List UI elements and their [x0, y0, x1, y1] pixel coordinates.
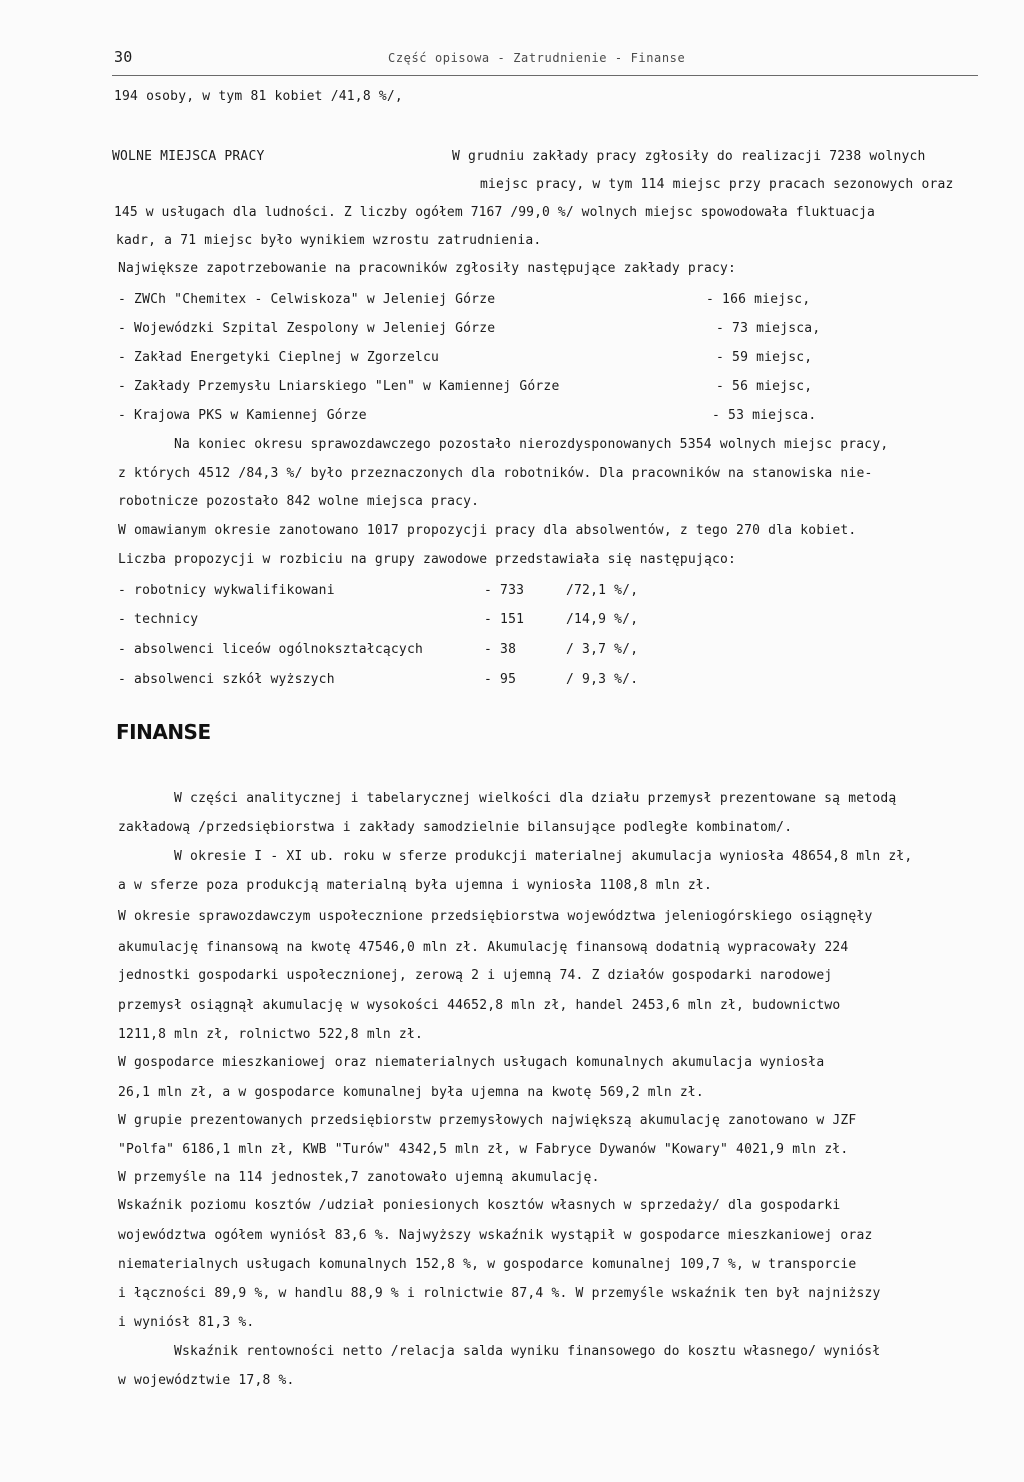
paragraph-line: Liczba propozycji w rozbiciu na grupy zawodowe przedstawiała się następująco:: [118, 552, 737, 567]
paragraph-line: W grupie prezentowanych przedsiębiorstw przemysłowych największą akumulację zanotowano w JZF: [118, 1113, 857, 1128]
paragraph-line: "Polfa" 6186,1 mln zł, KWB "Turów" 4342,5 mln zł, w Fabryce Dywanów "Kowary" 4021,9 mln zł.: [118, 1142, 849, 1157]
group-share: /14,9 %/,: [566, 612, 639, 627]
paragraph-line: Wskaźnik poziomu kosztów /udział poniesionych kosztów własnych w sprzedaży/ dla gospodarki: [118, 1198, 841, 1213]
paragraph-line: w województwie 17,8 %.: [118, 1373, 295, 1388]
group-name: - absolwenci szkół wyższych: [118, 672, 335, 687]
paragraph-line: zakładową /przedsiębiorstwa i zakłady samodzielnie bilansujące podległe kombinatom/.: [118, 820, 793, 835]
paragraph-line: 26,1 mln zł, a w gospodarce komunalnej była ujemna na kwotę 569,2 mln zł.: [118, 1085, 704, 1100]
employer-name: - ZWCh "Chemitex - Celwiskoza" w Jeleniej Górze: [118, 292, 496, 307]
paragraph-line: a w sferze poza produkcją materialną była ujemna i wyniosła 1108,8 mln zł.: [118, 878, 712, 893]
paragraph-line: W części analitycznej i tabelarycznej wielkości dla działu przemysł prezentowane są metodą: [174, 791, 897, 806]
paragraph-line: 145 w usługach dla ludności. Z liczby ogółem 7167 /99,0 %/ wolnych miejsc spowodowała fluktuacja: [114, 205, 875, 220]
employer-value: - 166 miejsc,: [706, 292, 811, 307]
group-share: / 9,3 %/.: [566, 672, 639, 687]
paragraph-line: i wyniósł 81,3 %.: [118, 1315, 255, 1330]
paragraph-line: akumulację finansową na kwotę 47546,0 mln zł. Akumulację finansową dodatnią wypracowały 224: [118, 940, 849, 955]
paragraph-line: i łączności 89,9 %, w handlu 88,9 % i rolnictwie 87,4 %. W przemyśle wskaźnik ten był najniższy: [118, 1286, 881, 1301]
group-count: - 151: [484, 612, 525, 627]
paragraph-line: W omawianym okresie zanotowano 1017 propozycji pracy dla absolwentów, z tego 270 dla kobiet.: [118, 523, 857, 538]
paragraph-line: W okresie I - XI ub. roku w sferze produkcji materialnej akumulacja wyniosła 48654,8 mln zł,: [174, 849, 913, 864]
paragraph-line: 1211,8 mln zł, rolnictwo 522,8 mln zł.: [118, 1027, 424, 1042]
employer-value: - 59 miejsc,: [716, 350, 813, 365]
section-heading-finance: FINANSE: [116, 720, 211, 744]
paragraph-line: robotnicze pozostało 842 wolne miejsca pracy.: [118, 494, 480, 509]
group-name: - technicy: [118, 612, 199, 627]
paragraph-line: miejsc pracy, w tym 114 miejsc przy pracach sezonowych oraz: [480, 177, 954, 192]
paragraph-line: niematerialnych usługach komunalnych 152,8 %, w gospodarce komunalnej 109,7 %, w transporcie: [118, 1257, 857, 1272]
paragraph-line: W grudniu zakłady pracy zgłosiły do realizacji 7238 wolnych: [452, 149, 926, 164]
paragraph-line: W gospodarce mieszkaniowej oraz niematerialnych usługach komunalnych akumulacja wyniosła: [118, 1055, 825, 1070]
group-share: /72,1 %/,: [566, 583, 639, 598]
employer-name: - Krajowa PKS w Kamiennej Górze: [118, 408, 367, 423]
header-rule: [112, 75, 978, 76]
employer-value: - 53 miejsca.: [712, 408, 817, 423]
group-share: / 3,7 %/,: [566, 642, 639, 657]
group-count: - 38: [484, 642, 517, 657]
group-count: - 95: [484, 672, 517, 687]
paragraph-line: kadr, a 71 miejsc było wynikiem wzrostu zatrudnienia.: [116, 233, 542, 248]
group-count: - 733: [484, 583, 525, 598]
paragraph-line: Na koniec okresu sprawozdawczego pozostało nierozdysponowanych 5354 wolnych miejsc pracy,: [174, 437, 889, 452]
paragraph-line: Największe zapotrzebowanie na pracowników zgłosiły następujące zakłady pracy:: [118, 261, 737, 276]
paragraph-line: z których 4512 /84,3 %/ było przeznaczonych dla robotników. Dla pracowników na stanowiska nie-: [118, 466, 873, 481]
employer-name: - Wojewódzki Szpital Zespolony w Jeleniej Górze: [118, 321, 496, 336]
employer-value: - 73 miejsca,: [716, 321, 821, 336]
paragraph-line: Wskaźnik rentowności netto /relacja salda wyniku finansowego do kosztu własnego/ wyniósł: [174, 1344, 881, 1359]
paragraph-line: jednostki gospodarki uspołecznionej, zerową 2 i ujemną 74. Z działów gospodarki narodowej: [118, 968, 833, 983]
paragraph-line: województwa ogółem wyniósł 83,6 %. Najwyższy wskaźnik wystąpił w gospodarce mieszkaniowej oraz: [118, 1228, 873, 1243]
paragraph-line: przemysł osiągnął akumulację w wysokości 44652,8 mln zł, handel 2453,6 mln zł, budownictwo: [118, 998, 841, 1013]
paragraph-line: W okresie sprawozdawczym uspołecznione przedsiębiorstwa województwa jeleniogórskiego osiągnęły: [118, 909, 873, 924]
group-name: - robotnicy wykwalifikowani: [118, 583, 335, 598]
employer-name: - Zakłady Przemysłu Lniarskiego "Len" w Kamiennej Górze: [118, 379, 560, 394]
paragraph-line: W przemyśle na 114 jednostek,7 zanotowało ujemną akumulację.: [118, 1170, 600, 1185]
employer-value: - 56 miejsc,: [716, 379, 813, 394]
employer-name: - Zakład Energetyki Cieplnej w Zgorzelcu: [118, 350, 440, 365]
intro-line: 194 osoby, w tym 81 kobiet /41,8 %/,: [114, 89, 403, 104]
group-name: - absolwenci liceów ogólnokształcących: [118, 642, 424, 657]
page-number: 30: [114, 48, 133, 66]
section-heading-vacancies: WOLNE MIEJSCA PRACY: [112, 149, 265, 164]
running-title: Część opisowa - Zatrudnienie - Finanse: [388, 51, 686, 65]
